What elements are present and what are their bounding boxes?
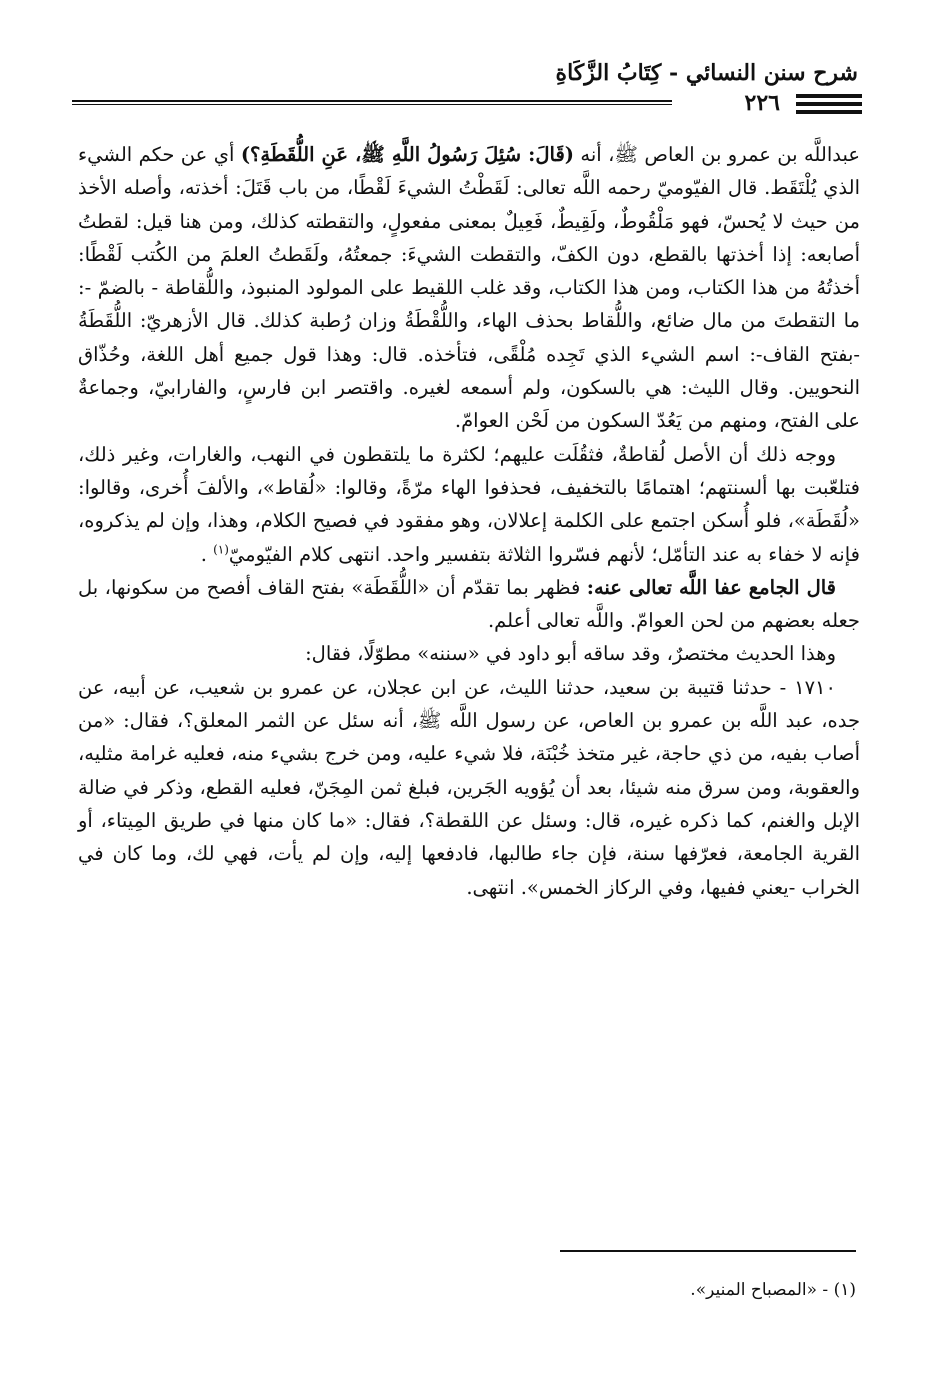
footnote: (١) - «المصباح المنير». — [690, 1280, 856, 1300]
compiler-note-label: قال الجامع عفا اللَّه تعالى عنه: — [586, 575, 836, 599]
paragraph-3 — [78, 571, 860, 638]
paragraph-1 — [78, 138, 860, 438]
paragraph-1-text: أي عن حكم الشيء الذي يُلْتَقَط. قال الفيّوميّ رحمه اللَّه تعالى: لَقَطْتُ الشيءَ لَقْطًا، من باب قَتَلَ: أخذته، وأصله الأخذ من حيث لا يُحسّ، فهو مَلْقُوطٌ، ولَقِيطٌ، فَعِيلٌ بمعنى مفعولٍ، والتقطته كذلك، ومن هنا قيل: لقطتُ أصابعه: إذا أخذتها بالقطع، دون الكفّ، والتقطت الشيءَ: جمعتُهُ، ولَقَطتُ العلمَ من الكُتب لَقْطًا: أخذتُهُ من هذا الكتاب، ومن هذا الكتاب، وقد غلب اللقيط على المولود المنبوذ، واللُّقاطة - بالضمّ -: ما التقطتَ من مال ضائع، واللُّقاط بحذف الهاء، واللُّقْطَةُ وزان رُطبة كذلك. قال الأزهريّ: اللُّقَطَةُ -بفتح القاف-: اسم الشيء الذي تَجِده مُلْقًى، فتأخذه. قال: وهذا قول جميع أهل اللغة، وحُذّاق النحويين. وقال الليث: هي بالسكون، ولم أسمعه لغيره. واقتصر ابن فارسٍ، والفارابيّ، وجماعةٌ على الفتح، ومنهم من يَعُدّ السكون من لَحْن العوامّ. — [78, 143, 860, 433]
header-rule — [72, 100, 776, 102]
main-text — [78, 138, 860, 904]
paragraph-3-text: فظهر بما تقدّم أن «اللُّقَطَة» بفتح القاف أفصح من سكونها، بل جعله بعضهم من لحن العوامّ. واللَّه تعالى أعلم. — [78, 575, 860, 633]
paragraph-2: ووجه ذلك أن الأصل لُقاطةٌ، فثقُلَت عليهم؛ لكثرة ما يلتقطون في النهب، والغارات، وغير ذلك، فتلعّبت بها ألسنتهم؛ اهتمامًا بالتخفيف، فحذفوا الهاء مرّةً، وقالوا: «لُقاط»، والألفَ أُخرى، وقالوا: «لُقَطَة»، فلو أُسكن اجتمع على الكلمة إعلالان، وهو مفقود في فصيح الكلام، وهذا، وإن لم يذكروه، فإنه لا خفاء به عند التأمّل؛ لأنهم فسّروا الثلاثة بتفسير واحد. انتهى كلام الفيّوميّ$^{(١)}$ . — [78, 442, 860, 566]
footnote-rule — [560, 1250, 856, 1252]
paragraph-4: وهذا الحديث مختصرٌ، وقد ساقه أبو داود في «سننه» مطوّلًا، فقال: — [305, 642, 836, 666]
running-title: شرح سنن النسائي - كِتَابُ الزَّكَاةِ — [555, 60, 858, 86]
hadith-quote: (قَالَ: سُئِلَ رَسُولُ اللَّهِ ﷺ، عَنِ اللُّقَطَةِ؟) — [240, 143, 574, 166]
hadith-paragraph: ١٧١٠ - حدثنا قتيبة بن سعيد، حدثنا الليث، عن ابن عجلان، عن عمرو بن شعيب، عن أبيه، عن جده، عبد اللَّه بن عمرو بن العاص، عن رسول اللَّه ﷺ، أنه سئل عن الثمر المعلق؟، فقال: «من أصاب بفيه، من ذي حاجة، غير متخذ خُبْنَة، فلا شيء عليه، ومن خرج بشيء منه، فعليه غرامة مثليه، والعقوبة، ومن سرق منه شيئا، بعد أن يُؤويه الجَرين، فبلغ ثمن المِجَنّ، فعليه القطع، وذكر في ضالة الإبل والغنم، كما ذكره غيره، قال: وسئل عن اللقطة؟، فقال: «ما كان منها في طريق المِيتاء، أو القرية الجامعة، فعرّفها سنة، فإن جاء طالبها، فادفعها إليه، وإن لم يأت، فهي لك، وما كان في الخراب -يعني ففيها، وفي الركاز الخمس». انتهى. — [78, 675, 860, 899]
footnote-marker: (١) — [213, 542, 229, 557]
paragraph-2-text: ووجه ذلك أن الأصل لُقاطةٌ، فثقُلَت عليهم؛ لكثرة ما يلتقطون في النهب، والغارات، وغير ذلك، فتلعّبت بها ألسنتهم؛ اهتمامًا بالتخفيف، فحذفوا الهاء مرّةً، وقالوا: «لُقاط»، والألفَ أُخرى، وقالوا: «لُقَطَة»، فلو أُسكن اجتمع على الكلمة إعلالان، وهو مفقود في فصيح الكلام، وهذا، وإن لم يذكروه، فإنه لا خفاء به عند التأمّل؛ لأنهم فسّروا الثلاثة بتفسير واحد. انتهى كلام الفيّوميّ — [78, 442, 860, 566]
header-rule-thin — [72, 104, 776, 105]
paragraph-1-intro: عبداللَّه بن عمرو بن العاص ﷺ، أنه — [574, 143, 860, 166]
page-number-ornament — [796, 94, 862, 118]
page-number: ٢٢٦ — [672, 90, 788, 116]
